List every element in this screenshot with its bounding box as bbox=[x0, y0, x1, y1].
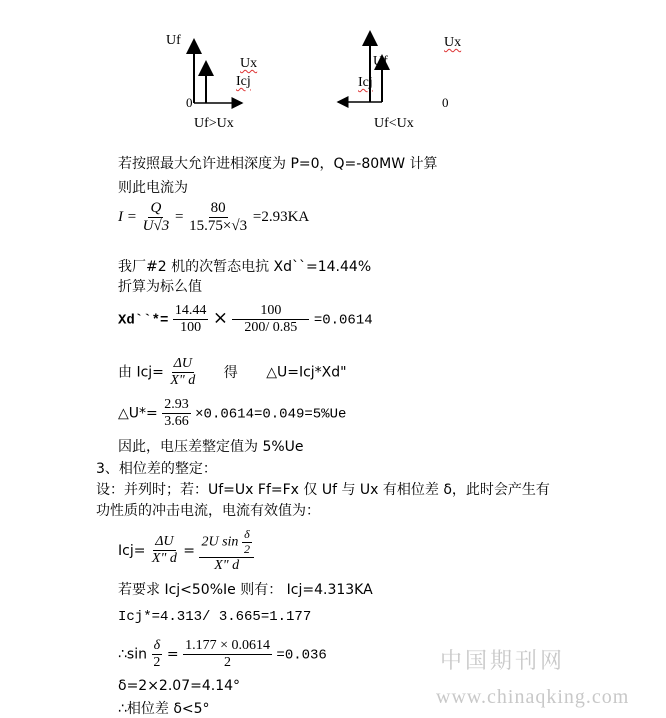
eq2-frac1: $\frac{14.44}{100}$ bbox=[174, 303, 207, 336]
equation-current: I = $\frac{Q}{U√3}$ = $\frac{80}{15.75\times√3}$ =2.93KA bbox=[118, 200, 310, 235]
right-uf-label: Uf bbox=[373, 54, 388, 69]
watermark-cn: 中国期刊网 bbox=[440, 649, 566, 674]
equation-delta-u: △U*= $\frac{2.93}{3.66}$ ×0.0614=0.049=5%Ue bbox=[118, 397, 347, 430]
equation-reactance: Xd``*= $\frac{14.44}{100}$ × $\frac{100}{200/ 0.85}$ =0.0614 bbox=[118, 303, 373, 336]
text-line-7: 功性质的冲击电流，电流有效值为： bbox=[96, 503, 320, 519]
eq3-frac: $\frac{\Delta U}{X" d}$ bbox=[170, 356, 196, 389]
right-ux-label: Ux bbox=[444, 35, 462, 50]
eq1-frac2: $\frac{80}{15.75\times√3}$ bbox=[189, 200, 248, 235]
left-ux-label: Ux bbox=[240, 56, 258, 71]
eq6-frac1: $\frac{\delta}{2}$ bbox=[153, 638, 161, 671]
left-uf-label: Uf bbox=[166, 33, 181, 48]
text-line-6: 设：并列时；若：Uf=Ux Ff=Fx 仅 Uf 与 Ux 有相位差 δ，此时会产生有 bbox=[96, 482, 550, 498]
text-line-10: δ=2×2.07=4.14° bbox=[118, 678, 241, 694]
text-line-1: 若按照最大允许进相深度为 P=0，Q=-80MW 计算 bbox=[118, 156, 438, 172]
equation-icj: 由 Icj= $\frac{\Delta U}{X" d}$ 得 △U=Icj*Xd" bbox=[118, 356, 347, 389]
equation-icj-sin: Icj= $\frac{\Delta U}{X" d}$ = 2U sin $\frac{\delta}{2}$ X" d bbox=[118, 528, 254, 574]
section-heading-3: 3、相位差的整定： bbox=[96, 461, 217, 477]
text-line-9: Icj*=4.313/ 3.665=1.177 bbox=[118, 609, 312, 625]
text-line-2: 则此电流为 bbox=[118, 180, 188, 196]
eq1-frac1: $\frac{Q}{U√3}$ bbox=[142, 200, 170, 235]
eq1-lhs: I = bbox=[118, 209, 137, 226]
phasor-diagrams bbox=[0, 0, 666, 140]
eq5-frac1: $\frac{\Delta U}{X" d}$ bbox=[151, 534, 177, 567]
eq5-frac2: 2U sin $\frac{\delta}{2}$ X" d bbox=[199, 528, 253, 574]
equation-sin: ∴sin $\frac{\delta}{2}$ = $\frac{1.177 \times 0.0614}{2}$ =0.036 bbox=[118, 638, 327, 671]
right-origin-label: 0 bbox=[442, 95, 449, 110]
text-line-4: 折算为标么值 bbox=[118, 279, 202, 295]
right-caption: Uf<Ux bbox=[374, 116, 414, 131]
left-origin-label: 0 bbox=[186, 95, 193, 110]
left-icj-label: Icj bbox=[236, 74, 251, 89]
right-icj-label: Icj bbox=[358, 75, 373, 90]
left-caption: Uf>Ux bbox=[194, 116, 234, 131]
eq6-frac2: $\frac{1.177 \times 0.0614}{2}$ bbox=[185, 638, 270, 671]
text-line-3: 我厂#2 机的次暂态电抗 Xd``=14.44% bbox=[118, 259, 372, 275]
text-line-5: 因此，电压差整定值为 5%Ue bbox=[118, 439, 304, 455]
eq4-frac: $\frac{2.93}{3.66}$ bbox=[164, 397, 189, 430]
text-line-8: 若要求 Icj<50%Ie 则有： Icj=4.313KA bbox=[118, 582, 373, 598]
watermark-url: www.chinaqking.com bbox=[436, 686, 630, 708]
text-line-11: ∴相位差 δ<5° bbox=[118, 701, 210, 717]
eq2-frac2: $\frac{100}{200/ 0.85}$ bbox=[232, 303, 309, 336]
